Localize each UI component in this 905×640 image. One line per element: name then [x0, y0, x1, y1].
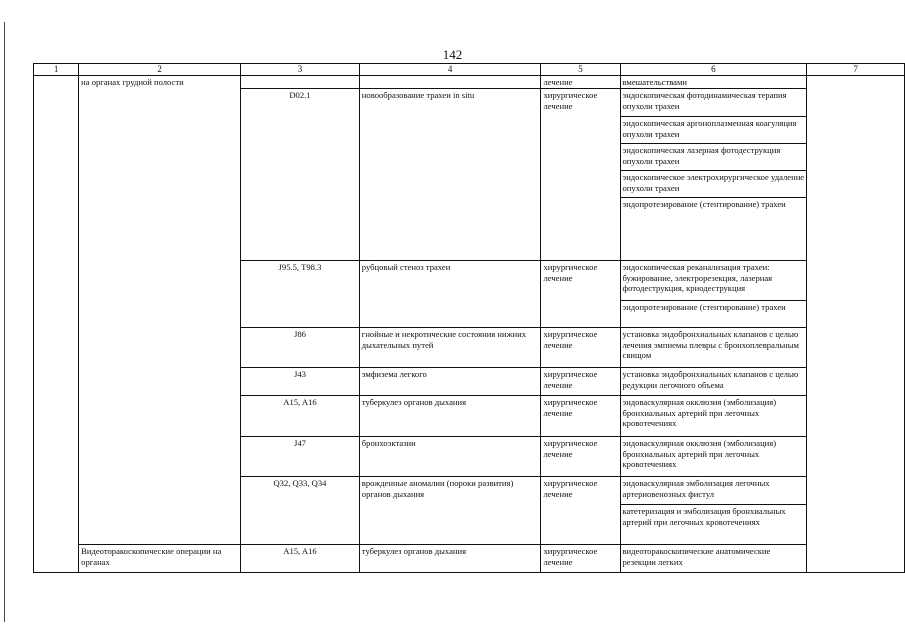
cell-treatment: хирургическое лечение	[541, 328, 620, 368]
cell-method: видеоторакоскопические анатомические резекции легких	[620, 545, 807, 573]
cell-diagnosis: гнойные и некротические состояния нижних дыхательных путей	[359, 328, 541, 368]
col-header-1: 1	[34, 64, 79, 76]
cell-treatment: хирургическое лечение	[541, 545, 620, 573]
cell-method: эндоваскулярная окклюзия (эмболизация) бронхиальных артерий при легочных кровотечениях	[620, 437, 807, 477]
cell-treatment: хирургическое лечение	[541, 368, 620, 396]
cell-method: вмешательствами	[620, 76, 807, 89]
col-header-3: 3	[241, 64, 360, 76]
cell-code	[241, 76, 360, 89]
cell-group-name: Видеоторакоскопические операции на органах	[79, 545, 241, 573]
table-row	[34, 545, 905, 573]
col-header-5: 5	[541, 64, 620, 76]
cell-diagnosis: новообразование трахеи in situ	[359, 89, 541, 261]
cell-col1	[34, 76, 79, 573]
cell-code: J43	[241, 368, 360, 396]
cell-code: D02.1	[241, 89, 360, 261]
cell-method: установка эндобронхиальных клапанов с целью лечения эмпиемы плевры с бронхоплевральным свищом	[620, 328, 807, 368]
cell-method: эндопротезирование (стентирование) трахеи	[620, 301, 807, 328]
cell-code: Q32, Q33, Q34	[241, 477, 360, 545]
cell-treatment: хирургическое лечение	[541, 396, 620, 437]
procedures-table	[33, 63, 905, 573]
cell-treatment: хирургическое лечение	[541, 89, 620, 261]
cell-code: A15, A16	[241, 545, 360, 573]
page-edge-line	[4, 22, 5, 622]
cell-diagnosis	[359, 76, 541, 89]
cell-diagnosis: туберкулез органов дыхания	[359, 396, 541, 437]
cell-method: эндоваскулярная эмболизация легочных артериовенозных фистул	[620, 477, 807, 505]
cell-code: J95.5, T98.3	[241, 261, 360, 328]
cell-treatment: хирургическое лечение	[541, 437, 620, 477]
cell-diagnosis: бронхоэктазии	[359, 437, 541, 477]
cell-group-name: на органах грудной полости	[79, 76, 241, 545]
cell-col7	[807, 76, 905, 573]
cell-method: эндоскопическая реканализация трахеи: бужирование, электрорезекция, лазерная фотодеструкция, криодеструкция	[620, 261, 807, 301]
cell-treatment: лечение	[541, 76, 620, 89]
cell-method: эндопротезирование (стентирование) трахеи	[620, 198, 807, 261]
cell-method: эндоскопическая фотодинамическая терапия опухоли трахеи	[620, 89, 807, 117]
cell-method: эндоскопическая аргоноплазменная коагуляция опухоли трахеи	[620, 117, 807, 144]
table-row	[34, 76, 905, 89]
page-number: 142	[442, 47, 463, 62]
col-header-7: 7	[807, 64, 905, 76]
cell-method: эндоскопическое электрохирургическое удаление опухоли трахеи	[620, 171, 807, 198]
cell-diagnosis: рубцовый стеноз трахеи	[359, 261, 541, 328]
cell-method: эндоскопическая лазерная фотодеструкция опухоли трахеи	[620, 144, 807, 171]
cell-code: A15, A16	[241, 396, 360, 437]
cell-method: катетеризация и эмболизация бронхиальных артерий при легочных кровотечениях	[620, 505, 807, 545]
cell-treatment: хирургическое лечение	[541, 477, 620, 545]
col-header-2: 2	[79, 64, 241, 76]
cell-treatment: хирургическое лечение	[541, 261, 620, 328]
cell-diagnosis: врожденные аномалии (пороки развития) органов дыхания	[359, 477, 541, 545]
cell-diagnosis: туберкулез органов дыхания	[359, 545, 541, 573]
cell-code: J86	[241, 328, 360, 368]
header-row	[34, 64, 905, 76]
col-header-6: 6	[620, 64, 807, 76]
cell-code: J47	[241, 437, 360, 477]
cell-method: установка эндобронхиальных клапанов с целью редукции легочного объема	[620, 368, 807, 396]
cell-diagnosis: эмфизема легкого	[359, 368, 541, 396]
cell-method: эндоваскулярная окклюзия (эмболизация) бронхиальных артерий при легочных кровотечениях	[620, 396, 807, 437]
col-header-4: 4	[359, 64, 541, 76]
